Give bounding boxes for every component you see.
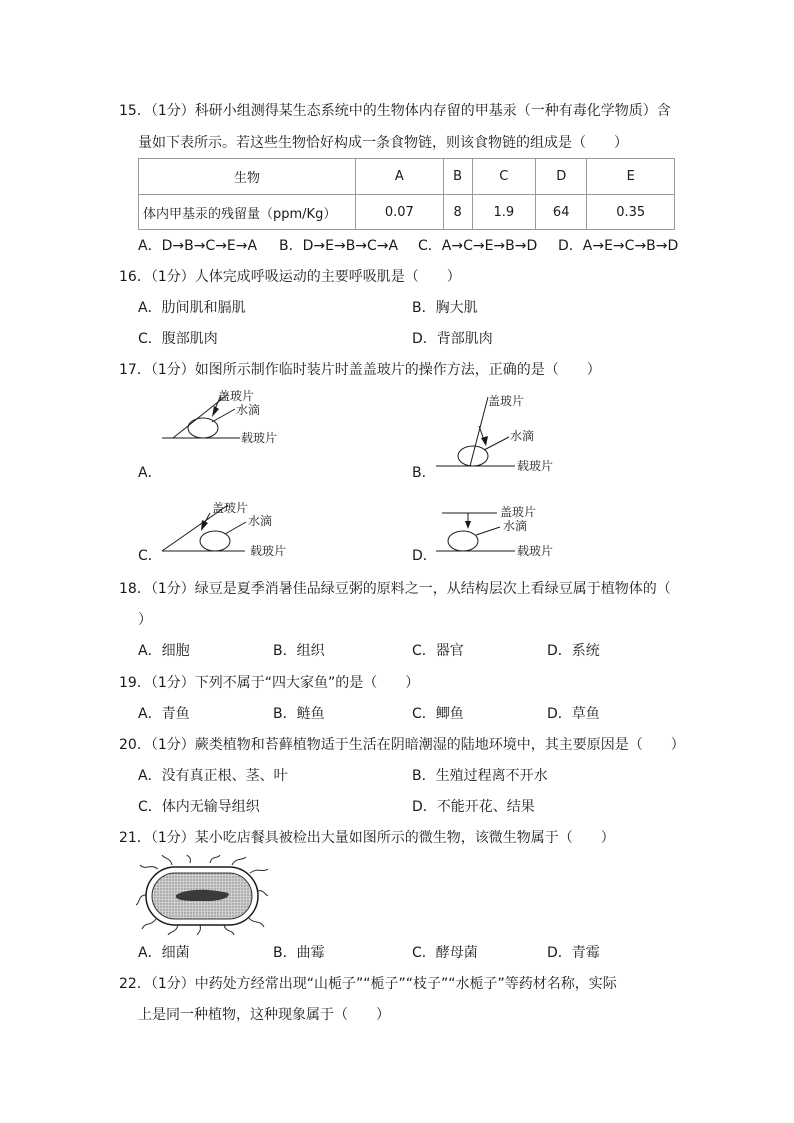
q17-b-label-slide: 载玻片 [517, 459, 554, 473]
q18-option-d[interactable]: D．系统 [547, 643, 600, 659]
q18-option-b[interactable]: B．组织 [273, 643, 325, 659]
q16-option-d[interactable]: D．背部肌肉 [412, 331, 493, 347]
q17-c-label-coverslip: 盖玻片 [212, 501, 249, 515]
q15-table-header-cell: B [443, 159, 472, 195]
q19-option-c[interactable]: C．鲫鱼 [412, 706, 464, 722]
q15-table-header-cell: C [472, 159, 535, 195]
q15-table-data-cell: 1.9 [472, 195, 535, 230]
q20-option-a[interactable]: A．没有真正根、茎、叶 [138, 768, 288, 784]
q15-table-data-cell: 体内甲基汞的残留量（ppm/Kg） [139, 195, 356, 230]
q18-option-c[interactable]: C．器官 [412, 643, 464, 659]
arrowhead [481, 436, 488, 446]
bacterium-icon [136, 855, 268, 935]
q15-table-header-cell: 生物 [139, 159, 356, 195]
q15-table-header-cell: D [536, 159, 587, 195]
q21-option-c[interactable]: C．酵母菌 [412, 945, 478, 961]
q15-table-data-cell: 64 [536, 195, 587, 230]
q22-stem-line2: 上是同一种植物，这种现象属于（ ） [138, 1007, 390, 1023]
q15-table-data-cell: 0.07 [356, 195, 444, 230]
q15-table-data-cell: 0.35 [587, 195, 675, 230]
q17-b-label-water: 水滴 [510, 429, 535, 443]
q16-stem: 16．（1分）人体完成呼吸运动的主要呼吸肌是（ ） [119, 269, 461, 285]
coverslip-line [470, 397, 488, 466]
q19-option-b[interactable]: B．鲢鱼 [273, 706, 325, 722]
q16-option-c[interactable]: C．腹部肌肉 [138, 331, 218, 347]
q22-stem-line1: 22．（1分）中药处方经常出现“山栀子”“栀子”“枝子”“水栀子”等药材名称，实际 [119, 976, 617, 992]
q15-option-d[interactable]: D．A→E→C→B→D [558, 238, 679, 254]
q15-table-header-cell: A [356, 159, 444, 195]
q17-c-label-slide: 载玻片 [250, 544, 287, 558]
q15-table-header-cell: E [587, 159, 675, 195]
q21-option-d[interactable]: D．青霉 [547, 945, 600, 961]
water-drop [448, 531, 478, 551]
arrowhead [212, 406, 219, 417]
q15-table-data-cell: 8 [443, 195, 472, 230]
q21-option-a[interactable]: A．细菌 [138, 945, 190, 961]
q20-option-b[interactable]: B．生殖过程离不开水 [412, 768, 548, 784]
q18-stem-line2: ） [138, 612, 152, 628]
q17-a-label-water: 水滴 [236, 403, 261, 417]
q17-a-label-coverslip: 盖玻片 [218, 389, 255, 403]
q15-stem-line2: 量如下表所示。若这些生物恰好构成一条食物链，则该食物链的组成是（ ） [138, 135, 628, 151]
water-pointer [476, 527, 500, 535]
q15-option-b[interactable]: B．D→E→B→C→A [279, 238, 399, 254]
water-pointer [484, 437, 509, 450]
q21-option-b[interactable]: B．曲霉 [273, 945, 325, 961]
q17-b-label-coverslip: 盖玻片 [488, 394, 525, 408]
q16-option-a[interactable]: A．肋间肌和膈肌 [138, 300, 246, 316]
q20-option-c[interactable]: C．体内无输导组织 [138, 799, 260, 815]
q16-option-b[interactable]: B．胸大肌 [412, 300, 478, 316]
q17-option-c[interactable]: C． [138, 548, 162, 564]
q15-stem-line1: 15．（1分）科研小组测得某生态系统中的生物体内存留的甲基汞（一种有毒化学物质）含 [119, 103, 671, 119]
arrowhead [201, 520, 208, 531]
q17-option-d[interactable]: D． [412, 548, 437, 564]
q20-option-d[interactable]: D．不能开花、结果 [412, 799, 535, 815]
q17-a-label-slide: 载玻片 [241, 431, 278, 445]
arrowhead [465, 521, 471, 529]
q17-d-label-water: 水滴 [503, 519, 528, 533]
q15-option-a[interactable]: A．D→B→C→E→A [138, 238, 258, 254]
q20-stem: 20．（1分）蕨类植物和苔藓植物适于生活在阴暗潮湿的陆地环境中，其主要原因是（ ） [119, 737, 685, 753]
q19-stem: 19．（1分）下列不属于“四大家鱼”的是（ ） [119, 675, 420, 691]
q18-stem-line1: 18．（1分）绿豆是夏季消暑佳品绿豆粥的原料之一，从结构层次上看绿豆属于植物体的（ [119, 581, 671, 597]
q17-c-label-water: 水滴 [248, 514, 273, 528]
q17-option-b[interactable]: B． [412, 465, 436, 481]
q21-stem: 21．（1分）某小吃店餐具被检出大量如图所示的微生物，该微生物属于（ ） [119, 830, 615, 846]
water-pointer [225, 522, 246, 534]
q17-stem: 17．（1分）如图所示制作临时装片时盖盖玻片的操作方法，正确的是（ ） [119, 362, 601, 378]
q17-d-label-coverslip: 盖玻片 [500, 505, 537, 519]
q17-d-label-slide: 载玻片 [517, 544, 554, 558]
q15-option-c[interactable]: C．A→C→E→B→D [418, 238, 538, 254]
q19-option-d[interactable]: D．草鱼 [547, 706, 600, 722]
q19-option-a[interactable]: A．青鱼 [138, 706, 190, 722]
q17-option-a[interactable]: A． [138, 465, 162, 481]
q18-option-a[interactable]: A．细胞 [138, 643, 190, 659]
